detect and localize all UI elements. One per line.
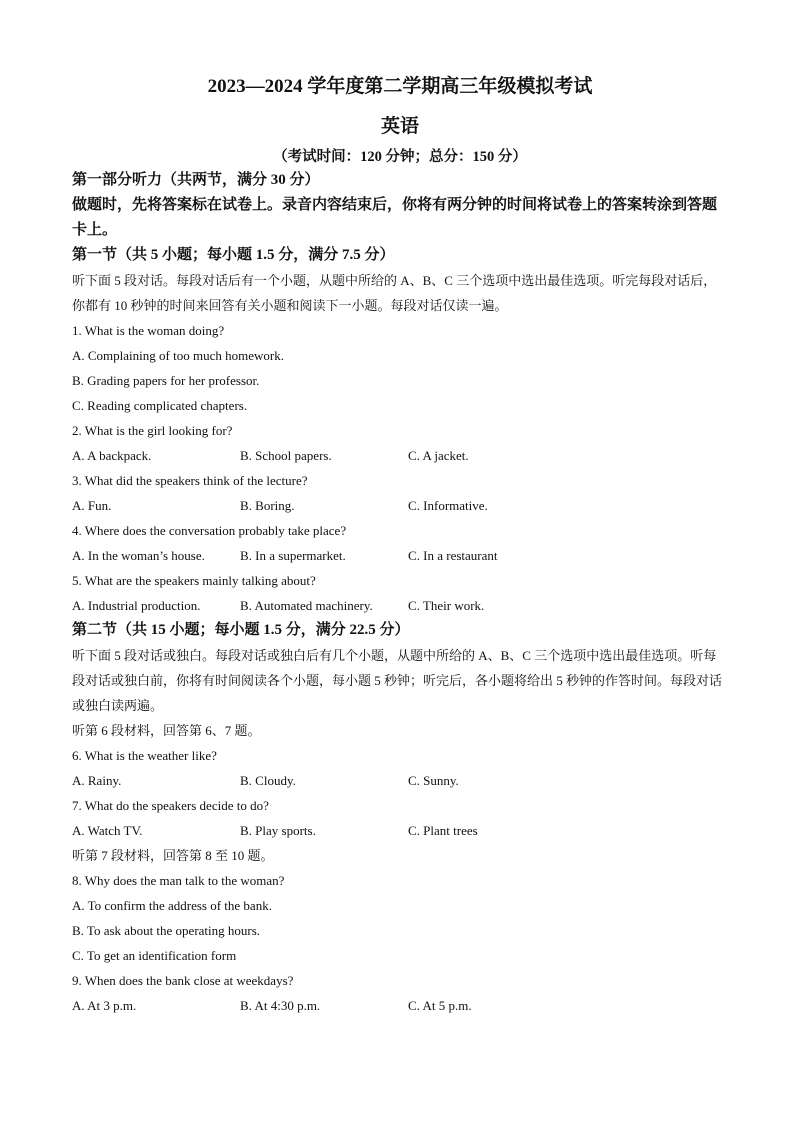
option-c: C. Their work. [408, 598, 485, 613]
part1-heading: 第一部分听力（共两节，满分 30 分） [72, 172, 320, 188]
option-b: B. In a supermarket. [240, 548, 346, 563]
option-b: B. School papers. [240, 448, 332, 463]
option-b: B. Grading papers for her professor. [72, 373, 260, 388]
option-a: A. At 3 p.m. [72, 998, 137, 1013]
option-a: A. A backpack. [72, 448, 152, 463]
question-stem: 4. Where does the conversation probably take place? [72, 523, 347, 538]
option-a: A. Rainy. [72, 773, 122, 788]
question-stem: 1. What is the woman doing? [72, 323, 225, 338]
question-stem: 7. What do the speakers decide to do? [72, 798, 269, 813]
option-a: A. Fun. [72, 498, 112, 513]
material-note: 听第 6 段材料，回答第 6、7 题。 [72, 723, 261, 738]
section1-heading: 第一节（共 5 小题；每小题 1.5 分，满分 7.5 分） [72, 247, 395, 263]
option-row [72, 493, 728, 518]
option-row [72, 993, 728, 1018]
section2-heading: 第二节（共 15 小题；每小题 1.5 分，满分 22.5 分） [72, 622, 410, 638]
exam-title: 2023—2024 学年度第二学期高三年级模拟考试 [207, 76, 593, 97]
option-row [72, 818, 728, 843]
option-c: C. Informative. [408, 498, 488, 513]
exam-subject: 英语 [380, 116, 419, 137]
question-stem: 5. What are the speakers mainly talking about? [72, 573, 316, 588]
option-b: B. At 4:30 p.m. [240, 998, 321, 1013]
option-b: B. To ask about the operating hours. [72, 923, 261, 938]
question-stem: 6. What is the weather like? [72, 748, 217, 763]
part1-instruction: 做题时，先将答案标在试卷上。录音内容结束后，你将有两分钟的时间将试卷上的答案转涂到答题卡上。 [72, 197, 718, 238]
option-b: B. Play sports. [240, 823, 316, 838]
option-c: C. Sunny. [408, 773, 459, 788]
section1-instruction: 听下面 5 段对话。每段对话后有一个小题，从题中所给的 A、B、C 三个选项中选出最佳选项。听完每段对话后，你都有 10 秒钟的时间来回答有关小题和阅读下一小题。每段对话仅读一遍。 [72, 273, 717, 313]
option-row [72, 543, 728, 568]
question-stem: 3. What did the speakers think of the lecture? [72, 473, 308, 488]
material-note: 听第 7 段材料，回答第 8 至 10 题。 [72, 848, 274, 863]
option-a: A. Industrial production. [72, 598, 201, 613]
option-c: C. Reading complicated chapters. [72, 398, 248, 413]
option-c: C. Plant trees [408, 823, 478, 838]
question-stem: 8. Why does the man talk to the woman? [72, 873, 285, 888]
question-stem: 9. When does the bank close at weekdays? [72, 973, 294, 988]
question-stem: 2. What is the girl looking for? [72, 423, 233, 438]
option-row [72, 768, 728, 793]
option-a: A. Watch TV. [72, 823, 143, 838]
option-b: B. Cloudy. [240, 773, 296, 788]
option-a: A. In the woman’s house. [72, 548, 205, 563]
option-b: B. Automated machinery. [240, 598, 373, 613]
option-c: C. To get an identification form [72, 948, 237, 963]
exam-meta: （考试时间：120 分钟；总分：150 分） [273, 149, 527, 165]
option-c: C. A jacket. [408, 448, 469, 463]
option-a: A. Complaining of too much homework. [72, 348, 284, 363]
exam-page [72, 70, 728, 1018]
option-row [72, 593, 728, 618]
option-row [72, 443, 728, 468]
option-b: B. Boring. [240, 498, 295, 513]
option-c: C. In a restaurant [408, 548, 498, 563]
section2-instruction: 听下面 5 段对话或独白。每段对话或独白后有几个小题，从题中所给的 A、B、C 三个选项中选出最佳选项。听每段对话或独白前，你将有时间阅读各个小题，每小题 5 秒钟；听完后，各小题将给出 5 秒钟的作答时间。每段对话或独白读两遍。 [72, 648, 723, 713]
option-a: A. To confirm the address of the bank. [72, 898, 272, 913]
option-c: C. At 5 p.m. [408, 998, 472, 1013]
